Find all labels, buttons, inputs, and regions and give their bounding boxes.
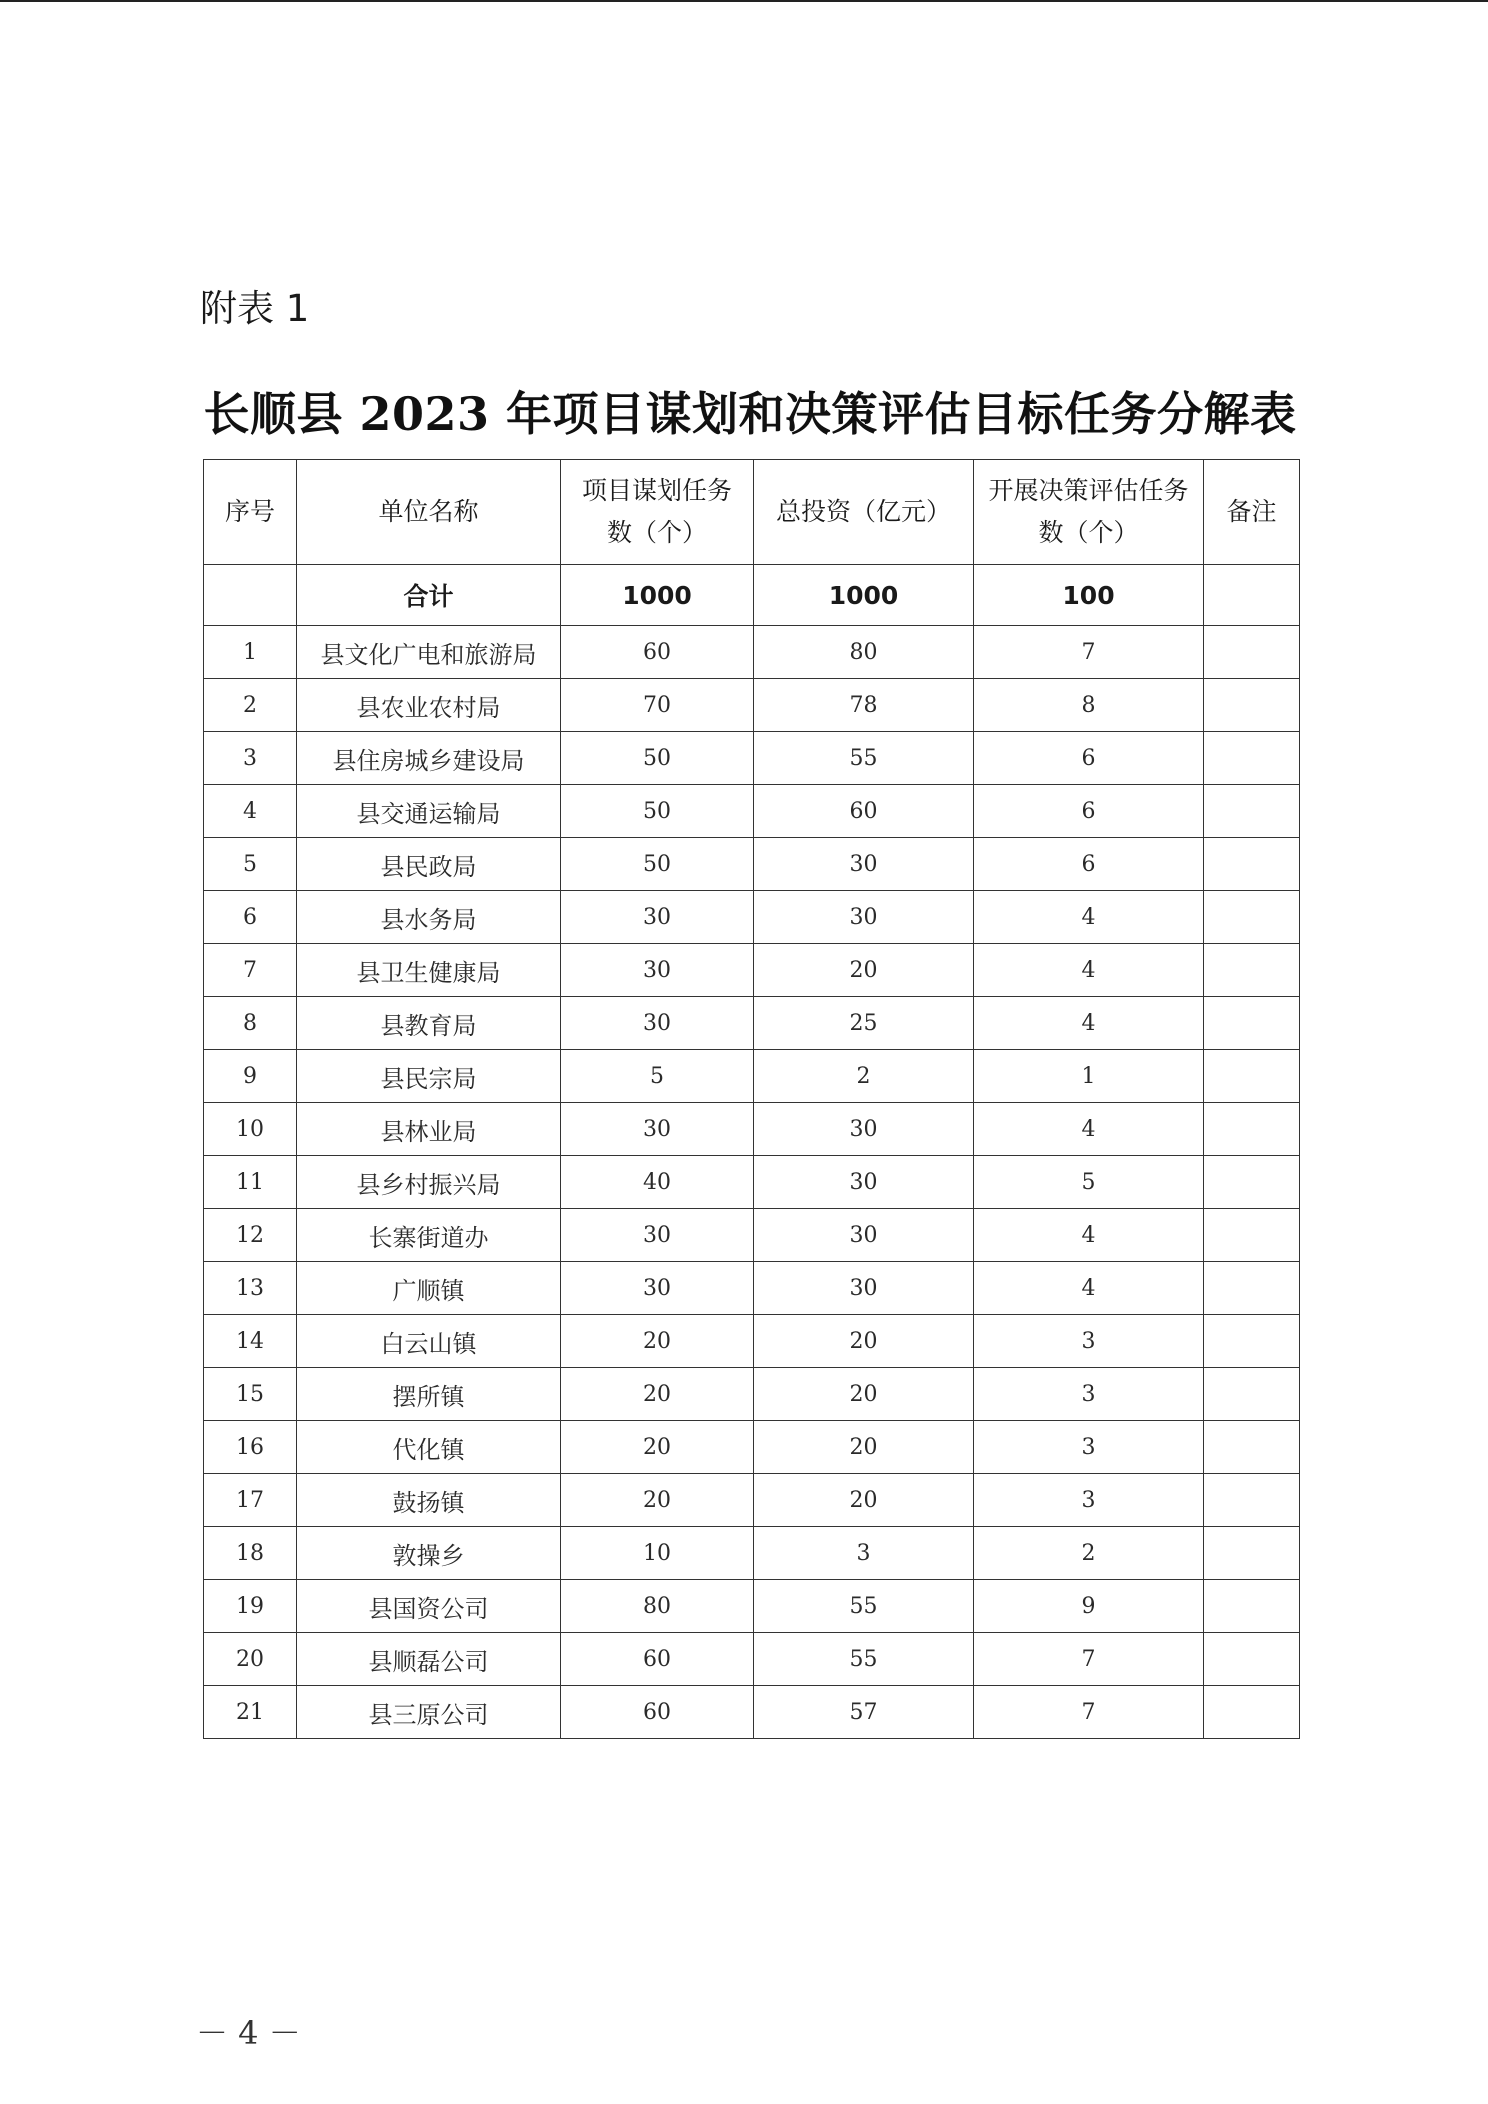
row-evaluation-tasks: 3 xyxy=(974,1368,1204,1421)
row-planned-projects: 60 xyxy=(561,1686,754,1739)
row-index: 9 xyxy=(204,1050,297,1103)
row-total-investment: 2 xyxy=(754,1050,974,1103)
attachment-label: 附表 1 xyxy=(200,287,310,330)
row-total-investment: 55 xyxy=(754,1580,974,1633)
row-planned-projects: 40 xyxy=(561,1156,754,1209)
table-row xyxy=(204,1368,1300,1421)
row-remarks xyxy=(1204,785,1300,838)
row-index: 1 xyxy=(204,626,297,679)
row-index: 20 xyxy=(204,1633,297,1686)
row-unit-name: 县住房城乡建设局 xyxy=(297,732,561,785)
header-evaluation-tasks: 开展决策评估任务数（个） xyxy=(974,460,1204,565)
row-index: 11 xyxy=(204,1156,297,1209)
row-remarks xyxy=(1204,944,1300,997)
row-unit-name: 鼓扬镇 xyxy=(297,1474,561,1527)
row-unit-name: 县三原公司 xyxy=(297,1686,561,1739)
row-remarks xyxy=(1204,997,1300,1050)
row-planned-projects: 30 xyxy=(561,997,754,1050)
header-planned-projects: 项目谋划任务数（个） xyxy=(561,460,754,565)
table-header-row xyxy=(204,460,1300,565)
row-evaluation-tasks: 9 xyxy=(974,1580,1204,1633)
row-total-investment: 3 xyxy=(754,1527,974,1580)
row-evaluation-tasks: 8 xyxy=(974,679,1204,732)
row-total-investment: 30 xyxy=(754,1156,974,1209)
row-remarks xyxy=(1204,1686,1300,1739)
row-planned-projects: 60 xyxy=(561,626,754,679)
table-row xyxy=(204,997,1300,1050)
table-row xyxy=(204,1474,1300,1527)
row-total-investment: 30 xyxy=(754,891,974,944)
table-row xyxy=(204,785,1300,838)
total-row xyxy=(204,565,1300,626)
row-unit-name: 县教育局 xyxy=(297,997,561,1050)
row-total-investment: 20 xyxy=(754,1474,974,1527)
row-unit-name: 敦操乡 xyxy=(297,1527,561,1580)
row-planned-projects: 50 xyxy=(561,785,754,838)
row-evaluation-tasks: 5 xyxy=(974,1156,1204,1209)
row-evaluation-tasks: 1 xyxy=(974,1050,1204,1103)
row-planned-projects: 50 xyxy=(561,838,754,891)
row-evaluation-tasks: 3 xyxy=(974,1474,1204,1527)
row-unit-name: 摆所镇 xyxy=(297,1368,561,1421)
row-index: 16 xyxy=(204,1421,297,1474)
row-index: 5 xyxy=(204,838,297,891)
table-row xyxy=(204,944,1300,997)
header-index: 序号 xyxy=(204,460,297,565)
row-remarks xyxy=(1204,626,1300,679)
row-index: 2 xyxy=(204,679,297,732)
row-index: 19 xyxy=(204,1580,297,1633)
table-row xyxy=(204,891,1300,944)
row-planned-projects: 20 xyxy=(561,1474,754,1527)
row-planned-projects: 50 xyxy=(561,732,754,785)
header-total-investment: 总投资（亿元） xyxy=(754,460,974,565)
row-remarks xyxy=(1204,1527,1300,1580)
row-remarks xyxy=(1204,1156,1300,1209)
row-evaluation-tasks: 4 xyxy=(974,1103,1204,1156)
row-index: 12 xyxy=(204,1209,297,1262)
row-planned-projects: 30 xyxy=(561,1103,754,1156)
row-remarks xyxy=(1204,1633,1300,1686)
task-breakdown-table xyxy=(203,459,1300,1739)
row-evaluation-tasks: 6 xyxy=(974,838,1204,891)
table-row xyxy=(204,732,1300,785)
row-evaluation-tasks: 4 xyxy=(974,891,1204,944)
row-total-investment: 20 xyxy=(754,944,974,997)
row-planned-projects: 30 xyxy=(561,1262,754,1315)
row-evaluation-tasks: 6 xyxy=(974,785,1204,838)
row-planned-projects: 20 xyxy=(561,1368,754,1421)
row-index: 8 xyxy=(204,997,297,1050)
row-unit-name: 县民宗局 xyxy=(297,1050,561,1103)
row-unit-name: 白云山镇 xyxy=(297,1315,561,1368)
row-evaluation-tasks: 2 xyxy=(974,1527,1204,1580)
page-number: － 4 － xyxy=(196,2014,301,2052)
row-unit-name: 县水务局 xyxy=(297,891,561,944)
row-index: 15 xyxy=(204,1368,297,1421)
total-label: 合计 xyxy=(297,565,561,626)
row-remarks xyxy=(1204,1209,1300,1262)
row-evaluation-tasks: 4 xyxy=(974,997,1204,1050)
table-row xyxy=(204,1686,1300,1739)
table-row xyxy=(204,838,1300,891)
row-unit-name: 县农业农村局 xyxy=(297,679,561,732)
row-evaluation-tasks: 7 xyxy=(974,1686,1204,1739)
row-remarks xyxy=(1204,891,1300,944)
page-top-border xyxy=(0,0,1488,2)
row-total-investment: 30 xyxy=(754,838,974,891)
row-evaluation-tasks: 6 xyxy=(974,732,1204,785)
document-title: 长顺县 2023 年项目谋划和决策评估目标任务分解表 xyxy=(203,387,1297,441)
row-remarks xyxy=(1204,1368,1300,1421)
row-remarks xyxy=(1204,732,1300,785)
table-row xyxy=(204,1580,1300,1633)
row-index: 3 xyxy=(204,732,297,785)
row-index: 6 xyxy=(204,891,297,944)
row-index: 13 xyxy=(204,1262,297,1315)
row-total-investment: 57 xyxy=(754,1686,974,1739)
row-planned-projects: 30 xyxy=(561,1209,754,1262)
row-total-investment: 55 xyxy=(754,732,974,785)
row-total-investment: 25 xyxy=(754,997,974,1050)
row-evaluation-tasks: 4 xyxy=(974,1209,1204,1262)
total-evaluation-tasks: 100 xyxy=(974,565,1204,626)
row-planned-projects: 70 xyxy=(561,679,754,732)
row-unit-name: 广顺镇 xyxy=(297,1262,561,1315)
row-unit-name: 县顺磊公司 xyxy=(297,1633,561,1686)
row-unit-name: 县林业局 xyxy=(297,1103,561,1156)
row-planned-projects: 80 xyxy=(561,1580,754,1633)
row-evaluation-tasks: 7 xyxy=(974,626,1204,679)
row-remarks xyxy=(1204,1315,1300,1368)
table-row xyxy=(204,1103,1300,1156)
row-index: 7 xyxy=(204,944,297,997)
table-row xyxy=(204,1050,1300,1103)
row-remarks xyxy=(1204,679,1300,732)
row-total-investment: 20 xyxy=(754,1421,974,1474)
row-evaluation-tasks: 4 xyxy=(974,1262,1204,1315)
row-planned-projects: 20 xyxy=(561,1421,754,1474)
row-remarks xyxy=(1204,1262,1300,1315)
table-row xyxy=(204,1633,1300,1686)
header-unit-name: 单位名称 xyxy=(297,460,561,565)
table-row xyxy=(204,1262,1300,1315)
row-total-investment: 55 xyxy=(754,1633,974,1686)
row-total-investment: 60 xyxy=(754,785,974,838)
row-total-investment: 30 xyxy=(754,1262,974,1315)
table-row xyxy=(204,1209,1300,1262)
row-remarks xyxy=(1204,1103,1300,1156)
row-index: 10 xyxy=(204,1103,297,1156)
row-planned-projects: 60 xyxy=(561,1633,754,1686)
table-row xyxy=(204,1421,1300,1474)
total-planned-projects: 1000 xyxy=(561,565,754,626)
table-row xyxy=(204,679,1300,732)
table-row xyxy=(204,1156,1300,1209)
row-unit-name: 县乡村振兴局 xyxy=(297,1156,561,1209)
row-index: 21 xyxy=(204,1686,297,1739)
row-unit-name: 代化镇 xyxy=(297,1421,561,1474)
row-total-investment: 20 xyxy=(754,1315,974,1368)
total-index xyxy=(204,565,297,626)
row-unit-name: 县文化广电和旅游局 xyxy=(297,626,561,679)
row-unit-name: 长寨街道办 xyxy=(297,1209,561,1262)
row-index: 4 xyxy=(204,785,297,838)
table-row xyxy=(204,1527,1300,1580)
row-total-investment: 30 xyxy=(754,1209,974,1262)
row-total-investment: 30 xyxy=(754,1103,974,1156)
row-total-investment: 80 xyxy=(754,626,974,679)
header-remarks: 备注 xyxy=(1204,460,1300,565)
row-unit-name: 县交通运输局 xyxy=(297,785,561,838)
row-evaluation-tasks: 4 xyxy=(974,944,1204,997)
row-index: 17 xyxy=(204,1474,297,1527)
row-evaluation-tasks: 7 xyxy=(974,1633,1204,1686)
table-row xyxy=(204,1315,1300,1368)
row-remarks xyxy=(1204,1421,1300,1474)
row-index: 14 xyxy=(204,1315,297,1368)
row-unit-name: 县民政局 xyxy=(297,838,561,891)
row-planned-projects: 20 xyxy=(561,1315,754,1368)
row-evaluation-tasks: 3 xyxy=(974,1315,1204,1368)
row-planned-projects: 10 xyxy=(561,1527,754,1580)
row-planned-projects: 5 xyxy=(561,1050,754,1103)
row-remarks xyxy=(1204,1474,1300,1527)
total-remarks xyxy=(1204,565,1300,626)
row-total-investment: 78 xyxy=(754,679,974,732)
row-index: 18 xyxy=(204,1527,297,1580)
row-planned-projects: 30 xyxy=(561,891,754,944)
row-unit-name: 县国资公司 xyxy=(297,1580,561,1633)
row-remarks xyxy=(1204,838,1300,891)
row-remarks xyxy=(1204,1580,1300,1633)
row-evaluation-tasks: 3 xyxy=(974,1421,1204,1474)
row-unit-name: 县卫生健康局 xyxy=(297,944,561,997)
table-row xyxy=(204,626,1300,679)
row-remarks xyxy=(1204,1050,1300,1103)
total-investment: 1000 xyxy=(754,565,974,626)
row-total-investment: 20 xyxy=(754,1368,974,1421)
row-planned-projects: 30 xyxy=(561,944,754,997)
